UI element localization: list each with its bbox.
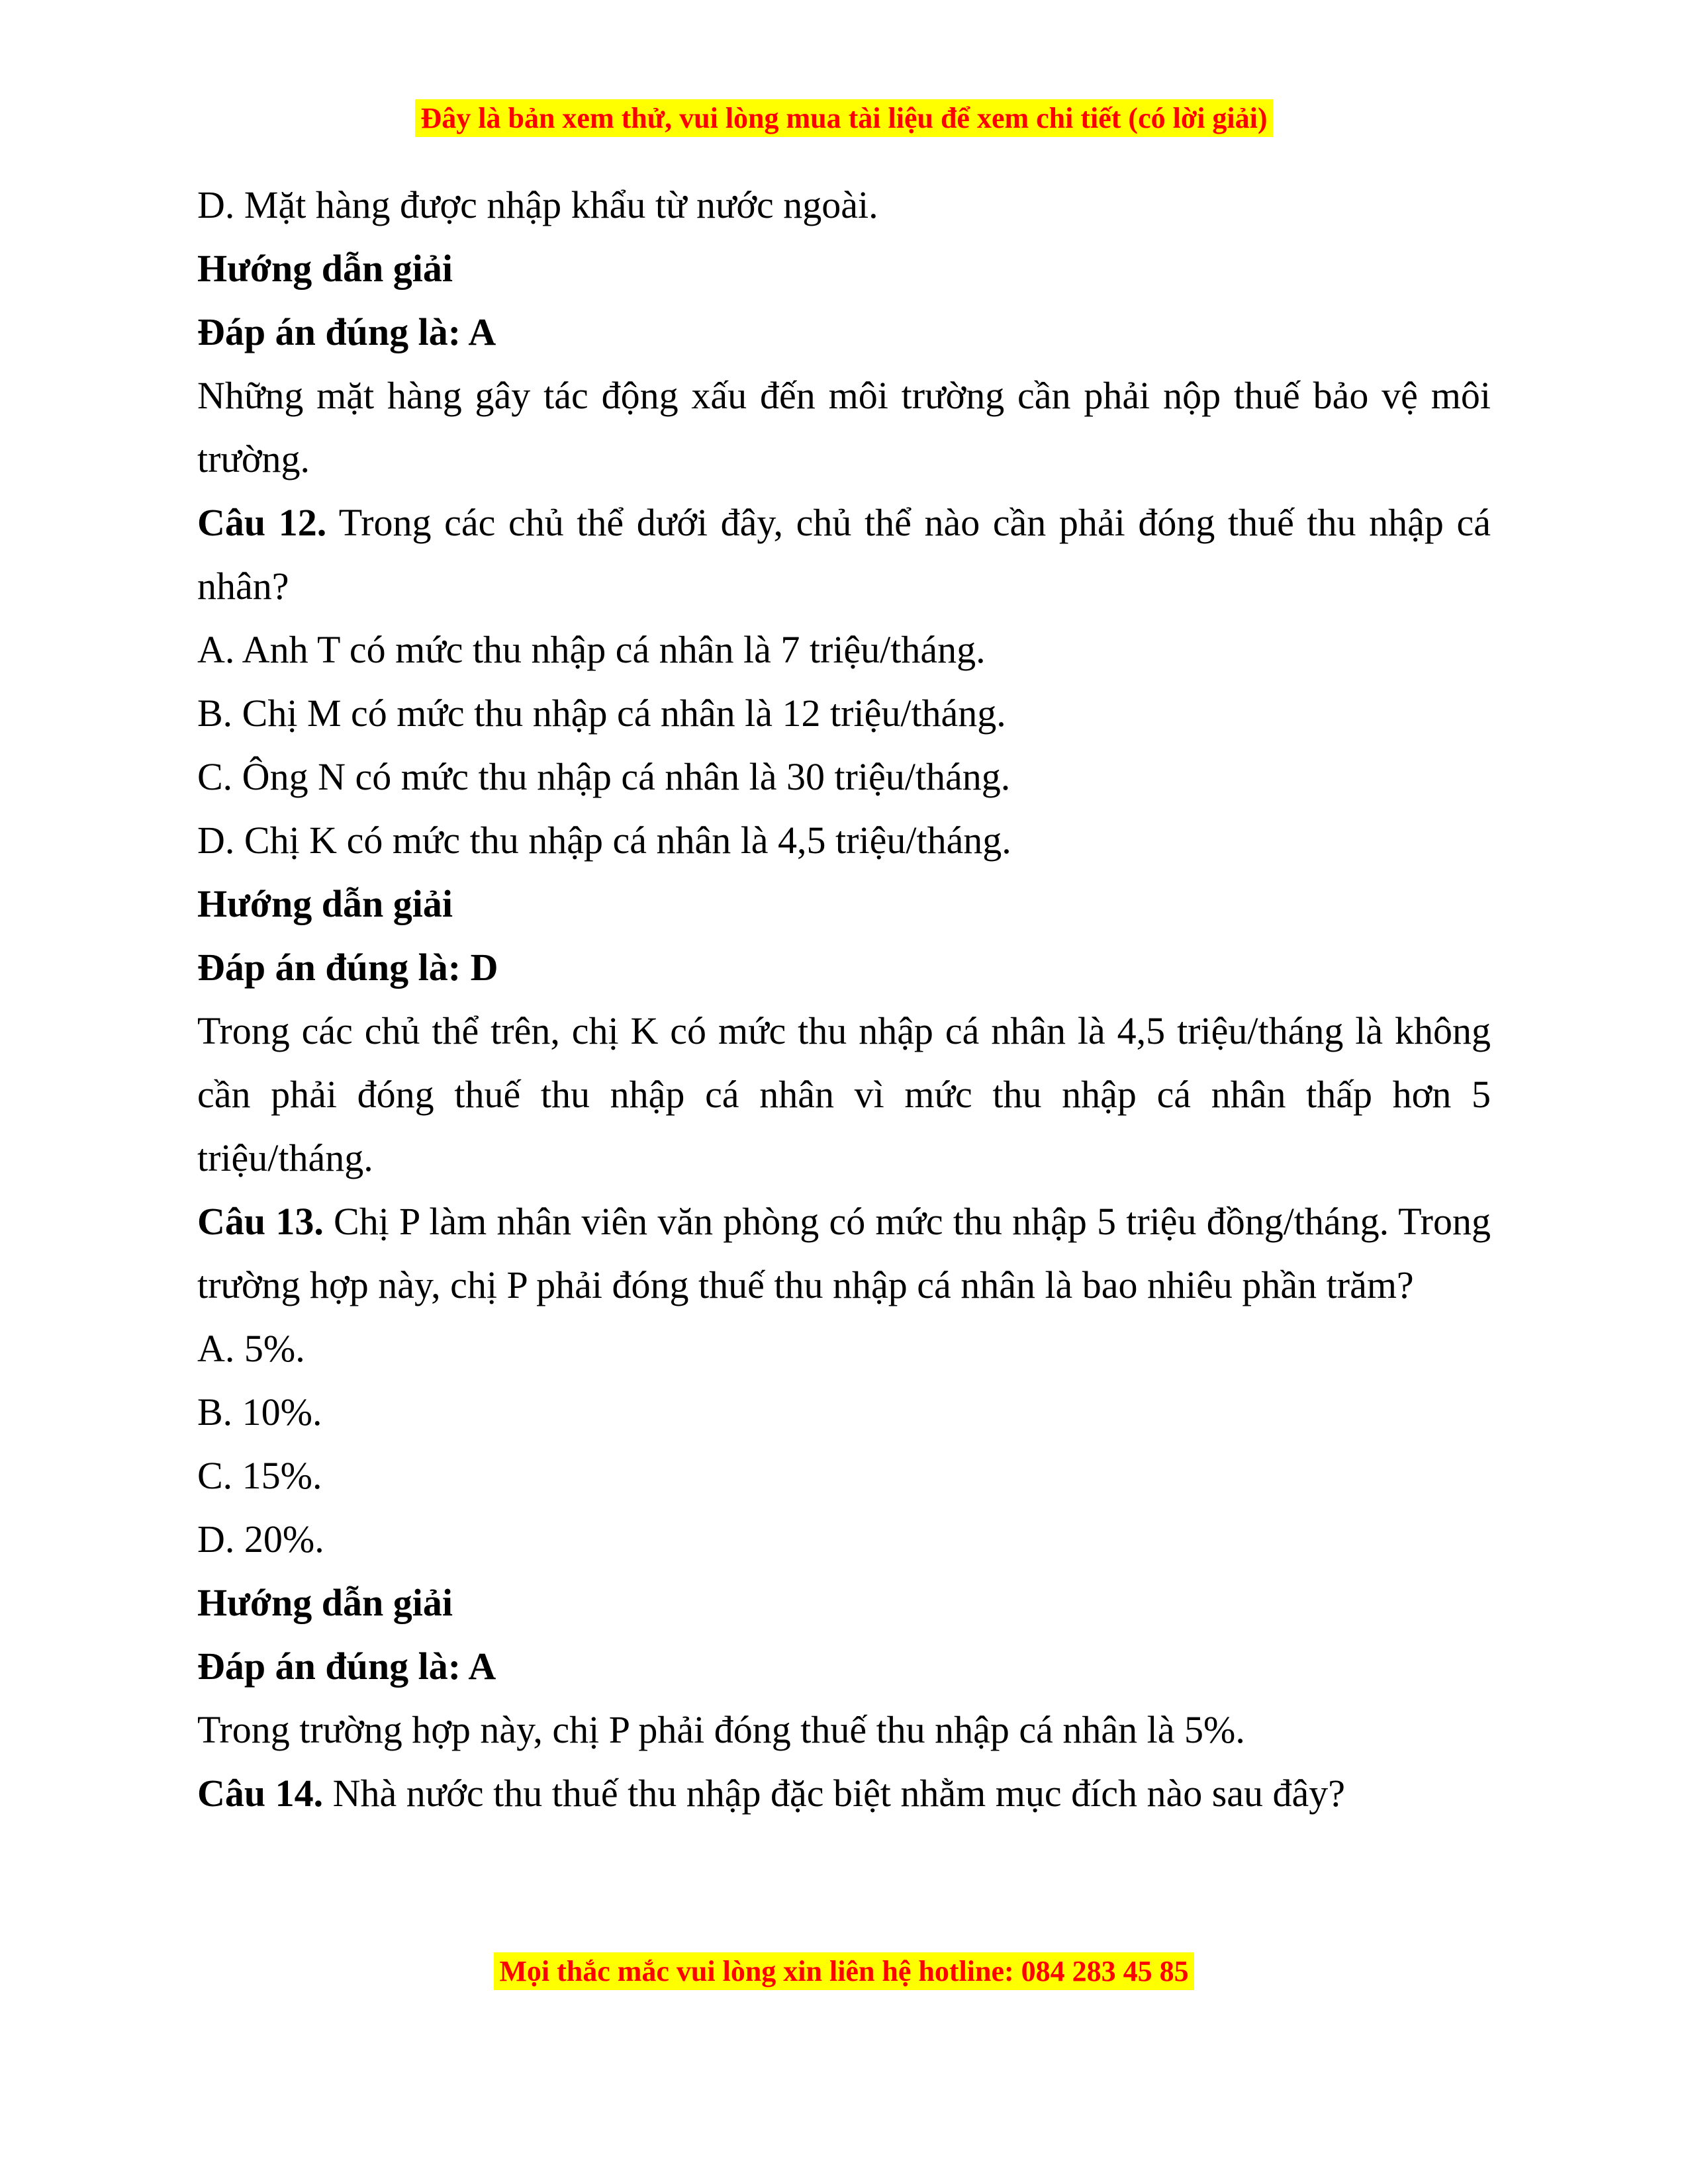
answer-option-a: A. 5%. xyxy=(197,1327,305,1370)
correct-answer: Đáp án đúng là: A xyxy=(197,310,496,353)
answer-option-b: B. 10%. xyxy=(197,1390,322,1433)
answer-option-d: D. Mặt hàng được nhập khẩu từ nước ngoài. xyxy=(197,183,878,226)
question-12: Câu 12. Trong các chủ thể dưới đây, chủ thể nào cần phải đóng thuế thu nhập cá nhân? xyxy=(197,501,1491,608)
solution-heading: Hướng dẫn giải xyxy=(197,882,453,925)
answer-option-c: C. 15%. xyxy=(197,1454,322,1497)
answer-option-d: D. 20%. xyxy=(197,1518,324,1561)
answer-option-b: B. Chị M có mức thu nhập cá nhân là 12 triệu/tháng. xyxy=(197,692,1006,735)
explanation: Trong trường hợp này, chị P phải đóng thuế thu nhập cá nhân là 5%. xyxy=(197,1708,1245,1751)
explanation: Trong các chủ thể trên, chị K có mức thu nhập cá nhân là 4,5 triệu/tháng là không cần phải đóng thuế thu nhập cá nhân vì mức thu nhập cá nhân thấp hơn 5 triệu/tháng. xyxy=(197,1009,1491,1179)
answer-option-a: A. Anh T có mức thu nhập cá nhân là 7 triệu/tháng. xyxy=(197,628,986,671)
preview-notice-text: Đây là bản xem thử, vui lòng mua tài liệu để xem chi tiết (có lời giải) xyxy=(415,99,1272,137)
answer-option-c: C. Ông N có mức thu nhập cá nhân là 30 triệu/tháng. xyxy=(197,755,1011,798)
question-14: Câu 14. Nhà nước thu thuế thu nhập đặc biệt nhằm mục đích nào sau đây? xyxy=(197,1772,1346,1815)
solution-heading: Hướng dẫn giải xyxy=(197,1581,453,1624)
document-body xyxy=(197,173,1491,1825)
preview-notice-banner xyxy=(0,99,1688,137)
correct-answer: Đáp án đúng là: D xyxy=(197,946,498,989)
solution-heading: Hướng dẫn giải xyxy=(197,247,453,290)
question-13: Câu 13. Chị P làm nhân viên văn phòng có mức thu nhập 5 triệu đồng/tháng. Trong trường hợp này, chị P phải đóng thuế thu nhập cá nhân là bao nhiêu phần trăm? xyxy=(197,1200,1491,1306)
hotline-notice-banner xyxy=(0,1952,1688,1990)
answer-option-d: D. Chị K có mức thu nhập cá nhân là 4,5 triệu/tháng. xyxy=(197,819,1011,862)
hotline-notice-text: Mọi thắc mắc vui lòng xin liên hệ hotline: 084 283 45 85 xyxy=(494,1952,1194,1990)
correct-answer: Đáp án đúng là: A xyxy=(197,1645,496,1688)
explanation: Những mặt hàng gây tác động xấu đến môi trường cần phải nộp thuế bảo vệ môi trường. xyxy=(197,374,1491,480)
